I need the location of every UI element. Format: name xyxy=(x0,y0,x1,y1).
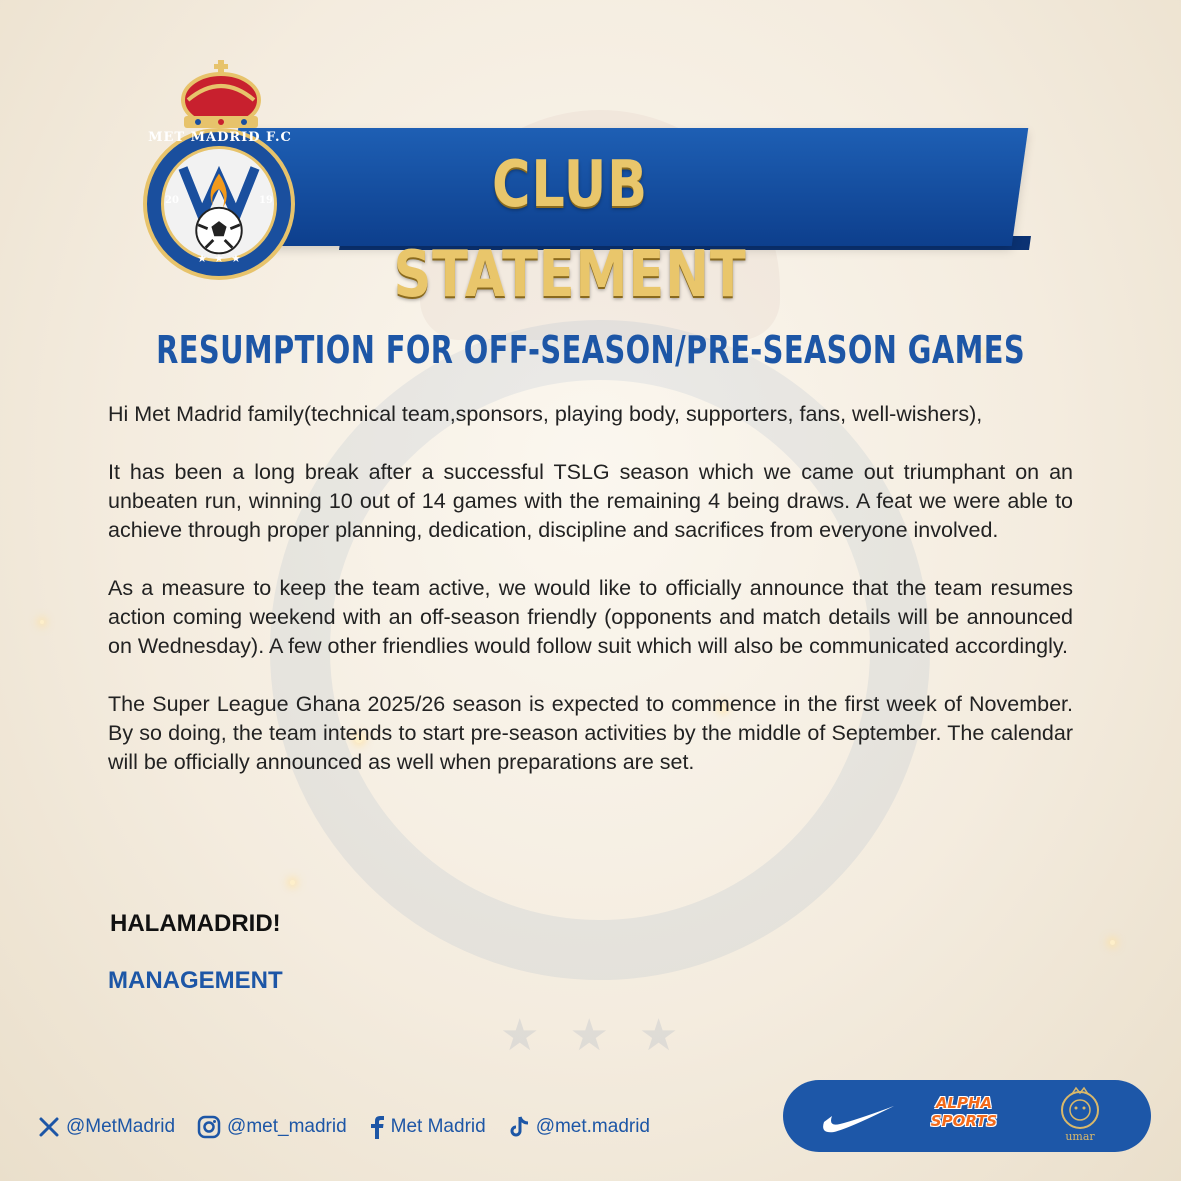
alpha-sports-line1: ALPHA xyxy=(935,1094,993,1112)
social-tiktok-handle: @met.madrid xyxy=(535,1116,651,1137)
headline-text: RESUMPTION FOR OFF-SEASON/PRE-SEASON GAMES xyxy=(156,328,1025,372)
signature: MANAGEMENT xyxy=(108,967,283,994)
instagram-icon xyxy=(197,1115,221,1139)
nike-swoosh-logo xyxy=(820,1098,896,1136)
club-crest-logo xyxy=(135,60,305,290)
statement-body xyxy=(108,400,1073,806)
paragraph-season-recap: It has been a long break after a successful TSLG season which we came out triumphant on an unbeaten run, winning 10 out of 14 games with the remaining 4 being draws. A feat we were able to achieve through proper planning, dedication, discipline and sacrifices from everyone involved. xyxy=(108,460,1073,542)
crest-stars: ★ ★ ★ xyxy=(197,253,243,265)
social-facebook-handle: Met Madrid xyxy=(390,1116,486,1137)
slogan: HALAMADRID! xyxy=(110,910,281,937)
sparkle xyxy=(290,880,295,885)
social-x-handle: @MetMadrid xyxy=(66,1116,176,1137)
alpha-sports-logo xyxy=(918,1094,1010,1130)
paragraph-new-season: The Super League Ghana 2025/26 season is expected to commence in the first week of November. By so doing, the team intends to start pre-season activities by the middle of September. The calendar will be officially announced as well when preparations are set. xyxy=(108,692,1073,774)
paragraph-resumption: As a measure to keep the team active, we would like to officially announce that the team resumes action coming weekend with an off-season friendly (opponents and match details will be announced on Wednesday). A few other friendlies would follow suit which will also be communicated accordingly. xyxy=(108,576,1073,658)
social-instagram[interactable] xyxy=(197,1115,347,1139)
x-icon xyxy=(38,1116,60,1138)
social-facebook[interactable] xyxy=(369,1115,486,1139)
alpha-sports-line2: SPORTS xyxy=(930,1112,998,1130)
social-instagram-handle: @met_madrid xyxy=(227,1116,347,1137)
sparkle xyxy=(1110,940,1115,945)
social-x[interactable] xyxy=(38,1116,175,1138)
umar-logo-text: umar xyxy=(1065,1130,1095,1143)
crest-club-name: MET MADRID F.C xyxy=(148,130,292,145)
crown-icon xyxy=(178,60,264,132)
facebook-icon xyxy=(369,1115,385,1139)
banner-title: CLUB STATEMENT xyxy=(393,148,747,312)
greeting: Hi Met Madrid family(technical team,sponsors, playing body, supporters, fans, well-wishers), xyxy=(108,402,983,426)
statement-headline xyxy=(0,328,1181,372)
background-stars-watermark: ★★★ xyxy=(500,1011,709,1060)
tiktok-icon xyxy=(508,1115,530,1139)
social-handles xyxy=(38,1112,672,1142)
social-tiktok[interactable] xyxy=(508,1115,650,1139)
sparkle xyxy=(40,620,44,624)
crest-year-right: 19 xyxy=(259,195,273,206)
crest-year-left: 20 xyxy=(165,195,179,206)
football-flame-icon xyxy=(164,149,274,259)
